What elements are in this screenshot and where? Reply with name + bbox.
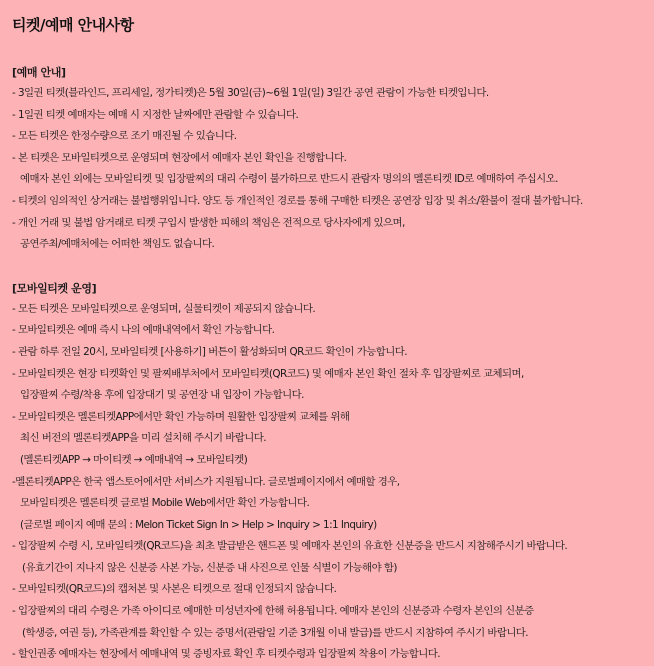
notice-line: (유효기간이 지나지 않은 신분증 사본 가능, 신분증 내 사진으로 인물 식별이 가능해야 함) — [22, 561, 397, 574]
notice-line: 입장팔찌 수령/착용 후에 입장대기 및 공연장 내 입장이 가능합니다. — [20, 389, 304, 402]
page-title: 티켓/예매 안내사항 — [12, 16, 134, 34]
notice-line: - 3일권 티켓(블라인드, 프리세일, 정가티켓)은 5월 30일(금)~6월 1일(일) 3일간 공연 관람이 가능한 티켓입니다. — [12, 87, 489, 99]
notice-line: - 관람 하루 전일 20시, 모바일티켓 [사용하기] 버튼이 활성화되며 QR코드 확인이 가능합니다. — [12, 345, 407, 358]
notice-line: - 본 티켓은 모바일티켓으로 운영되며 현장에서 예매자 본인 확인을 진행합니다. — [12, 151, 347, 164]
notice-line: - 모바일티켓은 현장 티켓확인 및 팔찌배부처에서 모바일티켓(QR코드) 및 예매자 본인 확인 절차 후 입장팔찌로 교체되며, — [12, 367, 524, 380]
section-heading: [예매 안내] — [12, 66, 66, 79]
notice-line: 최신 버전의 멜론티켓APP을 미리 설치해 주시기 바랍니다. — [20, 432, 266, 445]
notice-line: - 모든 티켓은 한정수량으로 조기 매진될 수 있습니다. — [12, 130, 237, 143]
section-heading: [모바일티켓 운영] — [12, 281, 97, 295]
notice-line: - 모바일티켓(QR코드)의 캡처본 및 사본은 티켓으로 절대 인정되지 않습니다. — [12, 583, 337, 596]
notice-line: 공연주최/예매처에는 어떠한 책임도 없습니다. — [20, 238, 215, 251]
notice-line: - 1일권 티켓 예매자는 예매 시 지정한 날짜에만 관람할 수 있습니다. — [12, 108, 299, 121]
notice-line: - 입장팔찌 수령 시, 모바일티켓(QR코드)을 최초 발급받은 핸드폰 및 예매자 본인의 유효한 신분증을 반드시 지참해주시기 바랍니다. — [12, 540, 568, 553]
notice-line: - 티켓의 임의적인 상거래는 불법행위입니다. 양도 등 개인적인 경로를 통해 구매한 티켓은 공연장 입장 및 취소/환불이 절대 불가합니다. — [12, 194, 583, 207]
notice-line: - 입장팔찌의 대리 수령은 가족 아이디로 예매한 미성년자에 한해 허용됩니다. 예매자 본인의 신분증과 수령자 본인의 신분증 — [12, 605, 534, 618]
notice-line: 예매자 본인 외에는 모바일티켓 및 입장팔찌의 대리 수령이 불가하므로 반드시 관람자 명의의 멜론티켓 ID로 예매하여 주십시오. — [20, 173, 558, 186]
notice-line: - 모바일티켓은 멜론티켓APP에서만 확인 가능하며 원활한 입장팔찌 교체를 위해 — [12, 410, 350, 423]
mobile-ticket-section — [12, 278, 644, 666]
notice-line: (학생증, 여권 등), 가족관계를 확인할 수 있는 증명서(관람일 기준 3개월 이내 발급)를 반드시 지참하여 주시기 바랍니다. — [22, 626, 529, 639]
notice-line: -멜론티켓APP은 한국 앱스토어에서만 서비스가 지원됩니다. 글로벌페이지에서 예매할 경우, — [12, 475, 400, 488]
reservation-section — [12, 62, 644, 256]
notice-line: - 모든 티켓은 모바일티켓으로 운영되며, 실물티켓이 제공되지 않습니다. — [12, 302, 316, 315]
notice-line: (글로벌 페이지 예매 문의 : Melon Ticket Sign In > Help > Inquiry > 1:1 Inquiry) — [20, 518, 377, 531]
notice-line: 모바일티켓은 멜론티켓 글로벌 Mobile Web에서만 확인 가능합니다. — [20, 497, 310, 510]
notice-line: (멜론티켓APP → 마이티켓 → 예매내역 → 모바일티켓) — [20, 453, 248, 466]
notice-line: - 모바일티켓은 예매 즉시 나의 예매내역에서 확인 가능합니다. — [12, 324, 275, 337]
notice-line: - 개인 거래 및 불법 암거래로 티켓 구입시 발생한 피해의 책임은 전적으로 당사자에게 있으며, — [12, 216, 405, 229]
notice-line: - 할인권종 예매자는 현장에서 예매내역 및 증빙자료 확인 후 티켓수령과 입장팔찌 착용이 가능합니다. — [12, 648, 440, 661]
